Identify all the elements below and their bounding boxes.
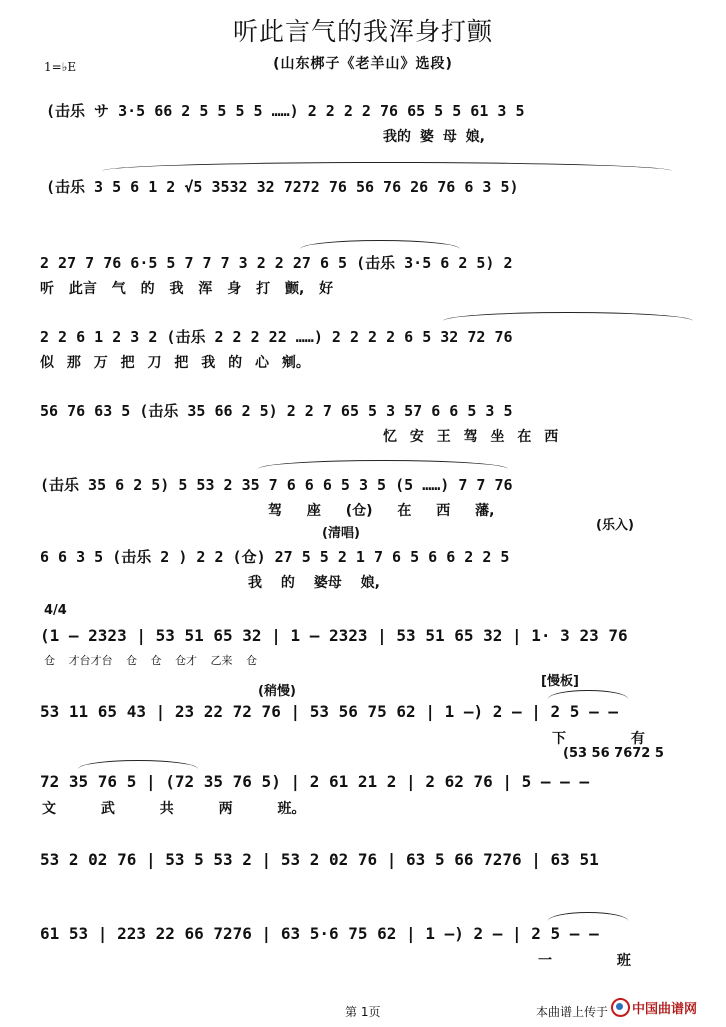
site-name: 中国曲谱网 xyxy=(632,1002,698,1017)
notation-row: 6 6 3 5 (击乐 2 ) 2 2 (仓) 27 5 5 2 1 7 6 5 6 6 2 2 5 xyxy=(40,548,510,566)
lyric-row: 似 那 万 把 刀 把 我 的 心 剜。 xyxy=(40,355,310,371)
performance-mark-yuru: (乐入) xyxy=(596,518,634,533)
time-signature: 4/4 xyxy=(44,603,67,618)
site-logo xyxy=(611,998,697,1017)
notation-row: 53 11 65 43 | 23 22 72 76 | 53 56 75 62 | 1 —) 2 — | 2 5 — — xyxy=(40,702,618,721)
notation-row: (击乐 3 5 6 1 2 √5 3532 32 7272 76 56 76 26 76 6 3 5) xyxy=(46,178,519,196)
lyric-row: 忆 安 王 驾 坐 在 西 xyxy=(383,429,559,445)
phrase-slur xyxy=(258,460,508,469)
interlude-notation: (53 56 7672 5 xyxy=(563,746,664,761)
lyric-row: 驾 座 (仓) 在 西 藩, xyxy=(268,503,495,519)
phrase-slur xyxy=(443,312,693,321)
tie-slur xyxy=(548,690,628,699)
phrase-slur xyxy=(300,240,460,249)
lyric-row: 听 此言 气 的 我 浑 身 打 颤, 好 xyxy=(40,281,334,297)
tie-slur xyxy=(548,912,628,921)
score-title: 听此言气的我浑身打颤 xyxy=(232,17,493,46)
lyric-row: 我的 婆 母 娘, xyxy=(383,129,485,145)
lyric-row: 一 班 xyxy=(538,953,631,969)
notation-row: (1 — 2323 | 53 51 65 32 | 1 — 2323 | 53 51 65 32 | 1· 3 23 76 xyxy=(40,626,628,645)
notation-row: 53 2 02 76 | 53 5 53 2 | 53 2 02 76 | 63 5 66 7276 | 63 51 xyxy=(40,850,599,869)
notation-row: 56 76 63 5 (击乐 35 66 2 5) 2 2 7 65 5 3 57 6 6 5 3 5 xyxy=(40,402,513,420)
phrase-slur xyxy=(102,162,672,171)
score-subtitle: (山东梆子《老羊山》选段) xyxy=(273,56,453,72)
notation-row: 61 53 | 223 22 66 7276 | 63 5·6 75 62 | 1 —) 2 — | 2 5 — — xyxy=(40,924,599,943)
notation-row: 2 27 7 76 6·5 5 7 7 7 3 2 2 27 6 5 (击乐 3·5 6 2 5) 2 xyxy=(40,254,513,272)
site-logo-icon xyxy=(611,998,630,1017)
performance-mark-qingchang: (清唱) xyxy=(322,526,360,541)
page-number: 第 1页 xyxy=(345,1005,381,1019)
notation-row: 72 35 76 5 | (72 35 76 5) | 2 61 21 2 | 2 62 76 | 5 — — — xyxy=(40,772,590,791)
upload-note: 本曲谱上传于 xyxy=(536,1005,609,1019)
performance-mark-shaoman: (稍慢) xyxy=(258,684,296,699)
phrase-slur xyxy=(78,760,198,769)
notation-row: 2 2 6 1 2 3 2 (击乐 2 2 2 22 ……) 2 2 2 2 6 5 32 72 76 xyxy=(40,328,513,346)
notation-row: (击乐 35 6 2 5) 5 53 2 35 7 6 6 6 5 3 5 (5 ……) 7 7 76 xyxy=(40,476,513,494)
performance-mark-manban: [慢板] xyxy=(541,674,579,689)
lyric-row: 下 有 xyxy=(552,731,645,747)
lyric-row: 我 的 婆母 娘, xyxy=(248,575,380,591)
percussion-row: 仓 才台才台 仓 仓 仓才 乙来 仓 xyxy=(44,654,257,667)
notation-row: (击乐 サ 3·5 66 2 5 5 5 5 ……) 2 2 2 2 76 65 5 5 61 3 5 xyxy=(46,102,525,120)
lyric-row: 文 武 共 两 班。 xyxy=(42,801,306,817)
key-signature: 1=♭E xyxy=(44,60,77,74)
